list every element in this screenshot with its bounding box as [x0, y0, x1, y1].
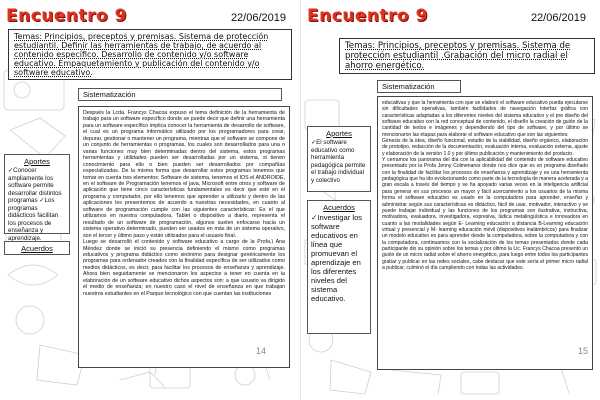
encounter-title: Encuentro 9 — [307, 6, 428, 26]
main-text-block: Después la Lcda. Francys Chacoa expuso el tema definición de la herramienta de trabajo para un software específico donde se puede decir que definir una herramienta para un software específico implica conocer la herramienta de desarrollo de software, el cual es un programa informático utilizado por los programadores para crear, depurar, gestionar o mantener un programa, mientras que el software se compone de un conjunto de herramientas o programas, los cuales son desarrollados para una o varias funciones muy bien determinadas dentro del sistema, estos programas herramientas y utilidades pueden ser desarrolladas por un sistema, si tienen conocimiento para ello o bien pueden ser desarrollados por compañías especializadas. De la misma forma que desarrollar estos programas tenemos que tomar en cuenta tres elementos: Software de sistema, tenemos el IOS el ANDROIDE, en el software de Programación tenemos el java, Microsoft entre otros y software de aplicación que tiene cinco características fundamentales es decir que esté en el programa y computador, por ello tenemos que aprender a utilizarlo y dentro de las aplicaciones les presentemos de acuerdo a nuestras necesidades, en cuanto al software de programación cumple con las siguientes características: Es el que utilizamos en nuestra computadora, Tablet o dispositivo a diario, representa el resultado de un software de programación, algunos suelen enfocarse hacia un sistema operativo determinado, pueden ser usados en más de un sistema operativo, son el tercer y último paso y están utilizados para el usuario final. Luego se desarrolló el contenido y software educativo a cargo de la Profa.) Ana Méndez donde se inició su presencia definiendo el mismo como programas educativos y programa didáctico como sinónimo para designar genéricamente los programas para ordenador creados con la finalidad específica de ser utilizados como medios didácticos, es decir, para facilitar los procesos de enseñanza y aprendizaje. Ahora bien seguidamente se mencionaron los aspectos a tener en cuenta en la elaboración de un software educativo dichos aspectos son: a que usuario va dirigido el medio de enseñanza; en nuestro caso el nivel de enseñanza en que trabajan nuestros estudiantes en el Parque tecnológico con que cuentan las instituciones — [78, 106, 290, 368]
aportes-box — [4, 154, 70, 242]
topics-text: Temas: Principios, preceptos y premisas. Sistema de protección estudiantil. Definir las herramientas de trabajo, de acuerdo al contenido específico. Desarrollo de contenido y/o software educativo. Empaquetamiento y publicación del contenido y/o software educativo. — [14, 32, 269, 77]
right-page — [300, 0, 600, 400]
date-label: 22/06/2019 — [530, 12, 586, 24]
encounter-title: Encuentro 9 — [6, 6, 127, 26]
aportes-label: Aportes — [326, 129, 352, 138]
topics-box — [339, 38, 595, 74]
acuerdos-box — [4, 241, 70, 255]
acuerdos-box — [307, 200, 371, 334]
acuerdos-label: Acuerdos — [21, 244, 53, 253]
main-text-block: educativas y que la herramienta con que se elaboró el software educativo pueda ejecutarse sin dificultades operativas, también facilidades de navegación Interfaz gráfica con características adaptadas a los diferentes niveles del sistema educativo y el pre diseño del software educativo con la red conceptual de contenido, el diseño la creación de guión de la cantidad de textos e imágenes y dependiendo del tipo de software, y por último se mencionaron las etapas para elaborar el software educativo que son las siguientes: Génesis de la idea, diseño funcional, estudio de la viabilidad, diseño orgánico, elaboración de prototipo, redacción de la documentación, evaluación interna, evaluación externa, ajuste y elaboración de la versión 1.0 y por último publicación y mantenimiento del producto. Y cerramos los panorama del día con la aplicabilidad del contenido de software educativo presentado por la Profa Jenny Colmenares donde nos dice que es un programa diseñado con la finalidad de facilitar los procesos de enseñanza y aprendizaje y es una herramienta pedagógica que ha ido evolucionando como parte de la tecnología de manera acelerada y a gran escala a través del tiempo y se ha apoyado varias veces en la inteligencia artificial para generar en sus procesos un mayor y fácil acercamiento a los usuarios de la misma forma el software educativo es usado en la computadora para aprender, enseñar y administrar según sus características es didáctico, fácil de usar, motivador, interactivo y se puede trabajar individual y las funciones de los programas son ilustrativa, instructiva, motivadora, evaluadora, investigadora, expresiva, lúdica metalingüística e innovadora en cuanto a las modalidades según E- Learning educación a distancia B-Learning educación virtual y presencial y M- learning educación móvil (dispositivos inalámbricos) para finalizar un modelo educativo es para aprender desde la computadora, sobre la computadora y con la computadora, continuamos con la socialización de los temas presentados donde cada participante dio su opinión sobre los temas y por último la Lic. Francys Chacoa presentó un guión de un micro radial sobre el ahorro energético, para luego entre todos los participantes grabar y publicar en las redes sociales, cabe destacar que este sería el primer micro radial a publicar, culminó el día cumpliendo con todas las actividades. — [377, 96, 593, 370]
page-number: 15 — [577, 346, 588, 356]
acuerdos-label: Acuerdos — [323, 203, 355, 212]
section-heading: Sistematización — [377, 80, 461, 93]
aportes-box — [307, 126, 371, 192]
aportes-text: ✓Conocer ampliamente los software permite desarrollar distintos programas ✓Los programas didácticos facilitan los procesos de enseñanza y aprendizaje. — [8, 167, 62, 242]
date-label: 22/06/2019 — [230, 12, 286, 24]
section-heading: Sistematización — [78, 88, 282, 101]
acuerdos-text: ✓Investigar los software educativos en línea que promuevan el aprendizaje en los diferentes niveles del sistema educativo. — [311, 213, 363, 303]
topics-text: Temas: Principios, preceptos y premisas. Sistema de protección estudiantil .Grabación del micro radial el ahorro energético. — [345, 41, 571, 71]
aportes-label: Aportes — [24, 157, 50, 166]
topics-box — [8, 29, 292, 80]
page-number: 14 — [255, 346, 266, 356]
aportes-text: ✓El software educativo como herramienta pedagógica permite el trabajo individual y colectivo — [311, 139, 366, 184]
